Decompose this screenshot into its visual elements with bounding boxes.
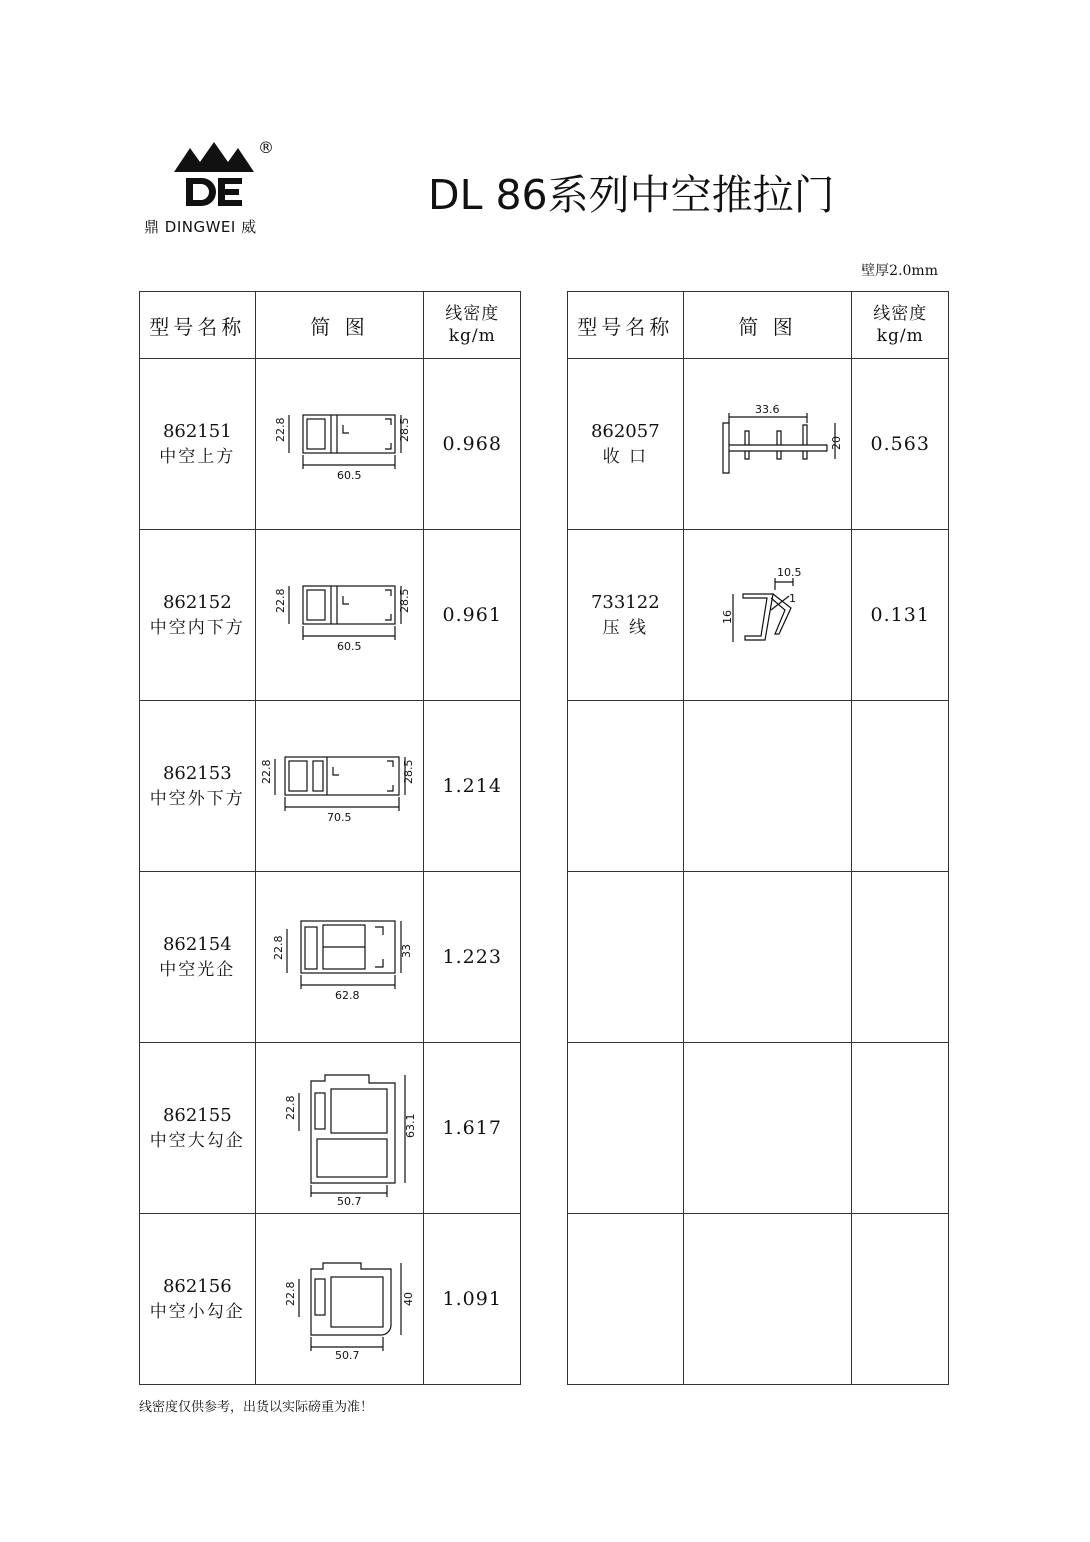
profile-862153-diagram (261, 731, 419, 841)
model-code: 862152 (162, 592, 232, 613)
header-diagram: 简 图 (255, 292, 424, 359)
dim-bottom: 62.8 (334, 989, 360, 1002)
table-row (568, 1214, 949, 1385)
profile-diagram-cell (683, 701, 852, 872)
table-row (140, 359, 521, 530)
table-row (140, 530, 521, 701)
header-model: 型号名称 (568, 292, 684, 359)
model-code: 862151 (162, 421, 232, 442)
header-density-unit: kg/m (448, 326, 496, 346)
model-code: 862155 (162, 1105, 232, 1126)
dim-left: 22.8 (273, 417, 287, 442)
dim-right: 28.5 (401, 759, 415, 784)
model-cell (140, 1043, 256, 1214)
header-density-label: 线密度 (445, 304, 500, 324)
wall-thickness: 壁厚2.0mm (861, 263, 938, 279)
dim-left: 16 (720, 610, 734, 624)
model-name: 中空小勾企 (149, 1302, 245, 1322)
dim-bottom: 60.5 (336, 469, 362, 482)
dim-right: 28.5 (397, 588, 411, 613)
table-row (568, 872, 949, 1043)
dim-left: 22.8 (271, 935, 285, 960)
page-title: DL 86系列中空推拉门 (428, 171, 835, 219)
density-value: 0.563 (852, 359, 949, 530)
dim-right: 28.5 (397, 417, 411, 442)
density-value (852, 701, 949, 872)
model-cell (140, 701, 256, 872)
profile-862151-diagram (265, 389, 415, 499)
profile-diagram-cell (255, 530, 424, 701)
profile-diagram-cell (683, 530, 852, 701)
table-row (140, 1043, 521, 1214)
model-cell (568, 359, 684, 530)
density-value (852, 1043, 949, 1214)
profile-862057-diagram (693, 389, 843, 499)
right-spec-table (567, 291, 949, 1385)
left-spec-table (139, 291, 521, 1385)
model-code: 862153 (162, 763, 232, 784)
header-density-unit: kg/m (876, 326, 924, 346)
brand-name: 鼎 DINGWEI 威 (144, 218, 257, 236)
profile-diagram-cell (255, 872, 424, 1043)
table-row (568, 701, 949, 872)
model-cell (568, 1214, 684, 1385)
table-header-row (140, 292, 521, 359)
model-cell (568, 872, 684, 1043)
model-name: 压 线 (602, 618, 648, 638)
header-density-label: 线密度 (873, 304, 928, 324)
dim-top: 10.5 (776, 566, 802, 579)
profile-diagram-cell (255, 1214, 424, 1385)
density-value: 1.617 (424, 1043, 521, 1214)
density-value: 0.961 (424, 530, 521, 701)
density-value: 1.214 (424, 701, 521, 872)
dim-bottom: 60.5 (336, 640, 362, 653)
registered-mark: ® (258, 138, 274, 157)
dim-left: 22.8 (259, 759, 273, 784)
profile-862155-diagram (265, 1053, 417, 1208)
header-density (852, 292, 949, 359)
model-cell (568, 701, 684, 872)
model-code: 862154 (162, 934, 232, 955)
model-code: 862057 (590, 421, 660, 442)
profile-733122-diagram (693, 560, 843, 670)
density-value (852, 1214, 949, 1385)
dim-top: 33.6 (754, 403, 780, 416)
model-code: 862156 (162, 1276, 232, 1297)
model-cell (568, 1043, 684, 1214)
model-cell (140, 872, 256, 1043)
model-cell (140, 359, 256, 530)
table-row (140, 872, 521, 1043)
model-cell (568, 530, 684, 701)
dim-bottom: 50.7 (336, 1195, 362, 1208)
header-diagram: 简 图 (683, 292, 852, 359)
profile-862152-diagram (265, 560, 415, 670)
model-name: 中空上方 (159, 447, 236, 467)
density-value: 0.131 (852, 530, 949, 701)
table-row (568, 359, 949, 530)
profile-diagram-cell (255, 359, 424, 530)
table-header-row (568, 292, 949, 359)
profile-862154-diagram (265, 897, 415, 1017)
profile-diagram-cell (683, 1043, 852, 1214)
dim-left: 22.8 (273, 588, 287, 613)
density-value: 1.223 (424, 872, 521, 1043)
model-name: 收 口 (602, 447, 648, 467)
dim-right: 63.1 (403, 1113, 417, 1138)
model-name: 中空光企 (159, 960, 236, 980)
dim-right: 20 (829, 436, 843, 450)
table-row (568, 1043, 949, 1214)
density-value: 0.968 (424, 359, 521, 530)
table-row (140, 1214, 521, 1385)
footnote: 线密度仅供参考，出货以实际磅重为准！ (139, 1400, 374, 1415)
table-row (568, 530, 949, 701)
profile-diagram-cell (255, 1043, 424, 1214)
profile-862156-diagram (265, 1239, 415, 1362)
model-name: 中空内下方 (149, 618, 245, 638)
profile-diagram-cell (683, 359, 852, 530)
model-name: 中空大勾企 (149, 1131, 245, 1151)
model-code: 733122 (590, 592, 660, 613)
density-value: 1.091 (424, 1214, 521, 1385)
dim-angle: 1 (788, 592, 796, 605)
dim-right: 40 (401, 1292, 415, 1306)
header-model: 型号名称 (140, 292, 256, 359)
dim-left: 22.8 (283, 1095, 297, 1120)
header-density (424, 292, 521, 359)
brand-logo (142, 138, 292, 240)
dim-right: 33 (399, 944, 413, 958)
profile-diagram-cell (255, 701, 424, 872)
profile-diagram-cell (683, 1214, 852, 1385)
model-cell (140, 1214, 256, 1385)
profile-diagram-cell (683, 872, 852, 1043)
dim-bottom: 50.7 (334, 1349, 360, 1362)
model-name: 中空外下方 (149, 789, 245, 809)
dim-bottom: 70.5 (326, 811, 352, 824)
density-value (852, 872, 949, 1043)
dingwei-logo-icon (174, 138, 254, 210)
dim-left: 22.8 (283, 1281, 297, 1306)
model-cell (140, 530, 256, 701)
table-row (140, 701, 521, 872)
